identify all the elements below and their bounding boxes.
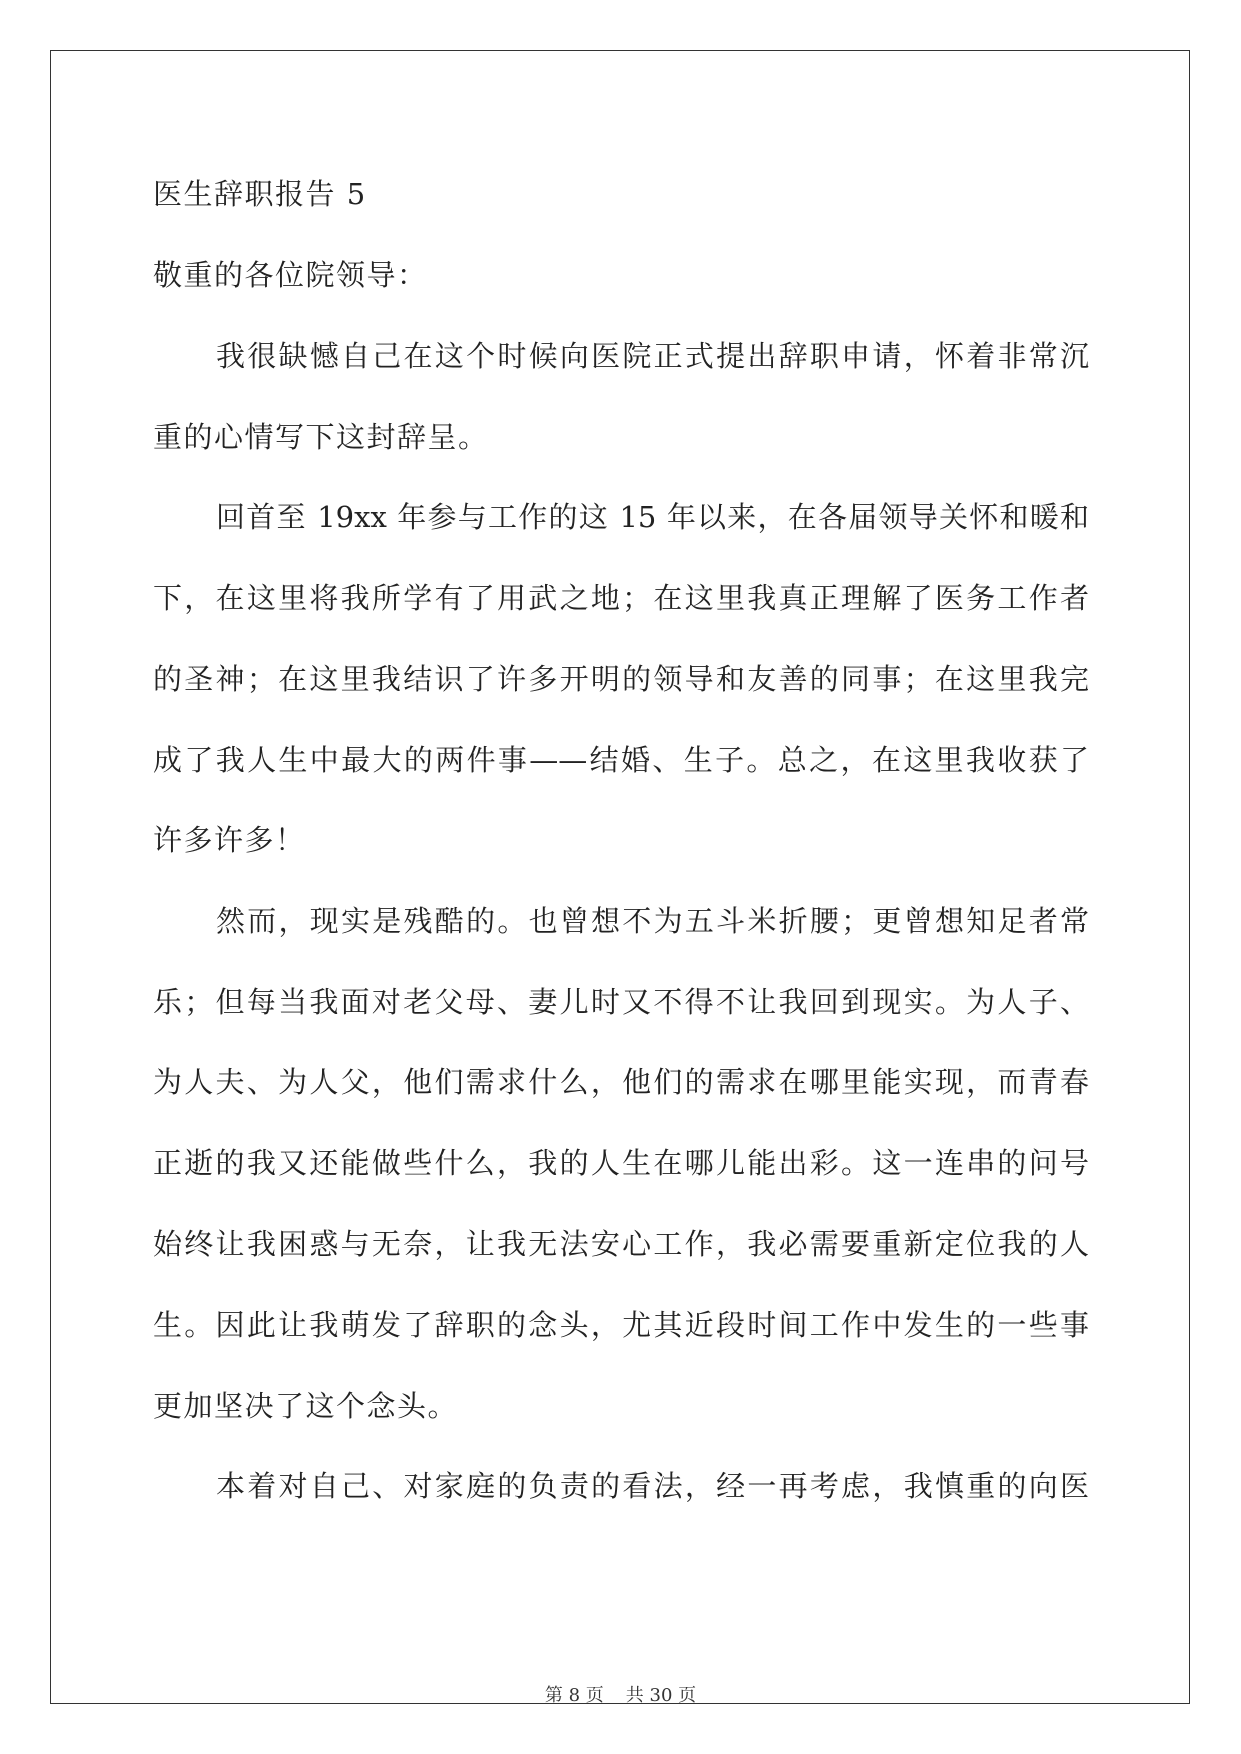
- document-title: 医生辞职报告 5: [153, 177, 367, 211]
- body-line: 本着对自己、对家庭的负责的看法，经一再考虑，我慎重的向医: [216, 1469, 1089, 1503]
- body-line: 正逝的我又还能做些什么，我的人生在哪儿能出彩。这一连串的问号: [153, 1146, 1089, 1180]
- salutation: 敬重的各位院领导：: [153, 258, 428, 292]
- body-line: 重的心情写下这封辞呈。: [153, 420, 489, 454]
- body-line: 下，在这里将我所学有了用武之地；在这里我真正理解了医务工作者: [153, 581, 1089, 615]
- page-total: 共 30 页: [625, 1685, 697, 1706]
- page-footer: [0, 1684, 1241, 1708]
- page-number: 第 8 页: [544, 1685, 604, 1706]
- body-line: 生。因此让我萌发了辞职的念头，尤其近段时间工作中发生的一些事: [153, 1308, 1089, 1342]
- body-line: 为人夫、为人父，他们需求什么，他们的需求在哪里能实现，而青春: [153, 1065, 1089, 1099]
- body-line: 的圣神；在这里我结识了许多开明的领导和友善的同事；在这里我完: [153, 662, 1089, 696]
- body-line: 然而，现实是残酷的。也曾想不为五斗米折腰；更曾想知足者常: [216, 904, 1089, 938]
- page-border: [50, 50, 1190, 1704]
- body-line: 许多许多！: [153, 823, 306, 857]
- body-line: 回首至 19xx 年参与工作的这 15 年以来，在各届领导关怀和暖和: [216, 500, 1089, 534]
- body-line: 乐；但每当我面对老父母、妻儿时又不得不让我回到现实。为人子、: [153, 985, 1089, 1019]
- body-line: 更加坚决了这个念头。: [153, 1389, 459, 1423]
- body-line: 成了我人生中最大的两件事——结婚、生子。总之，在这里我收获了: [153, 743, 1089, 777]
- body-line: 我很缺憾自己在这个时候向医院正式提出辞职申请，怀着非常沉: [216, 339, 1089, 373]
- body-line: 始终让我困惑与无奈，让我无法安心工作，我必需要重新定位我的人: [153, 1227, 1089, 1261]
